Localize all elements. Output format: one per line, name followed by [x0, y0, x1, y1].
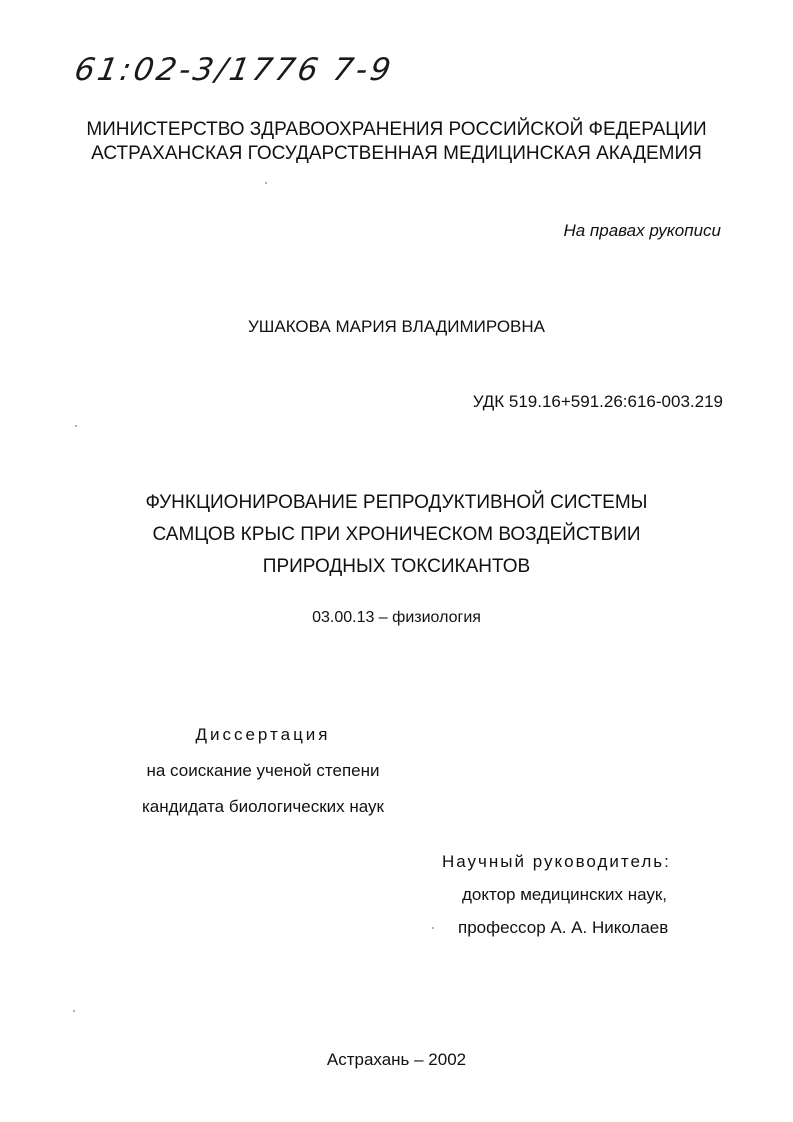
academy-name: АСТРАХАНСКАЯ ГОСУДАРСТВЕННАЯ МЕДИЦИНСКАЯ АКАДЕМИЯ [91, 143, 702, 164]
title-line: ПРИРОДНЫХ ТОКСИКАНТОВ [262, 556, 531, 577]
author-name: УШАКОВА МАРИЯ ВЛАДИМИРОВНА [247, 317, 545, 336]
handwritten-archive-number: 61:02-3/1776 7-9 [71, 52, 397, 88]
ministry-name: МИНИСТЕРСТВО ЗДРАВООХРАНЕНИЯ РОССИЙСКОЙ ФЕДЕРАЦИИ [86, 119, 707, 140]
dissertation-title [0, 487, 793, 583]
scan-speck [265, 182, 267, 184]
title-line: САМЦОВ КРЫС ПРИ ХРОНИЧЕСКОМ ВОЗДЕЙСТВИИ [152, 524, 641, 545]
supervisor-name: профессор А. А. Николаев [458, 918, 669, 937]
scan-speck [73, 1010, 75, 1012]
degree-line: кандидата биологических наук [142, 797, 384, 816]
ministry-header [0, 118, 793, 166]
specialty-code: 03.00.13 – физиология [312, 609, 481, 626]
supervisor-heading: Научный руководитель: [442, 852, 671, 871]
degree-line: на соискание ученой степени [146, 761, 380, 780]
udk-code: УДК 519.16+591.26:616-003.219 [472, 392, 723, 411]
supervisor-info [442, 845, 671, 944]
title-line: ФУНКЦИОНИРОВАНИЕ РЕПРОДУКТИВНОЙ СИСТЕМЫ [145, 492, 648, 513]
dissertation-heading: Диссертация [195, 725, 331, 744]
scan-speck [432, 927, 434, 929]
dissertation-info [128, 717, 398, 825]
manuscript-rights-note: На правах рукописи [563, 221, 721, 240]
supervisor-degree: доктор медицинских наук, [462, 885, 668, 904]
scan-speck [75, 425, 77, 427]
city-year: Астрахань – 2002 [326, 1050, 467, 1069]
